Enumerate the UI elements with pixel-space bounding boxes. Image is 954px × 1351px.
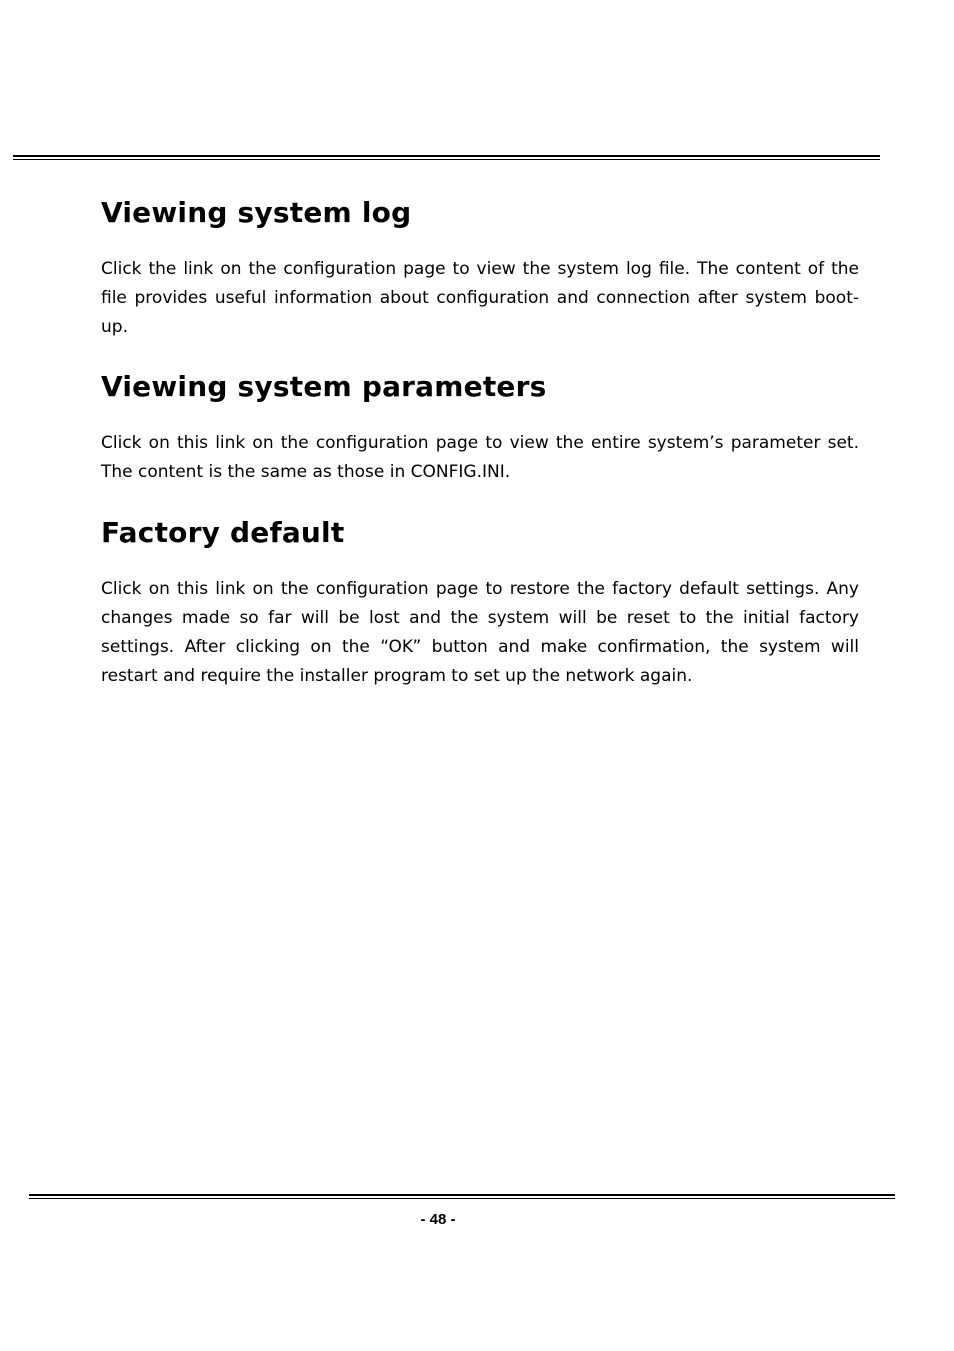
footer-rule [29, 1194, 895, 1199]
section-heading-system-log: Viewing system log [101, 196, 412, 229]
section-heading-factory-default: Factory default [101, 516, 345, 549]
section-body-system-parameters: Click on this link on the configuration page to view the entire system’s parameter set. The content is the same as those in CONFIG.INI. [101, 433, 859, 482]
page-content [101, 193, 859, 691]
header-rule [13, 155, 880, 160]
section-body-factory-default: Click on this link on the configuration page to restore the factory default settings. Any changes made so far will be lost and the system will be reset to the initial factory settings. After clicking on the “OK” button and make confirmation, the system will restart and require the installer program to set up the network again. [101, 579, 859, 686]
page-number: - 48 - [420, 1211, 456, 1228]
section-heading-system-parameters: Viewing system parameters [101, 370, 547, 403]
section-body-system-log: Click the link on the configuration page to view the system log file. The content of the file provides useful information about configuration and connection after system boot-up. [101, 259, 859, 337]
